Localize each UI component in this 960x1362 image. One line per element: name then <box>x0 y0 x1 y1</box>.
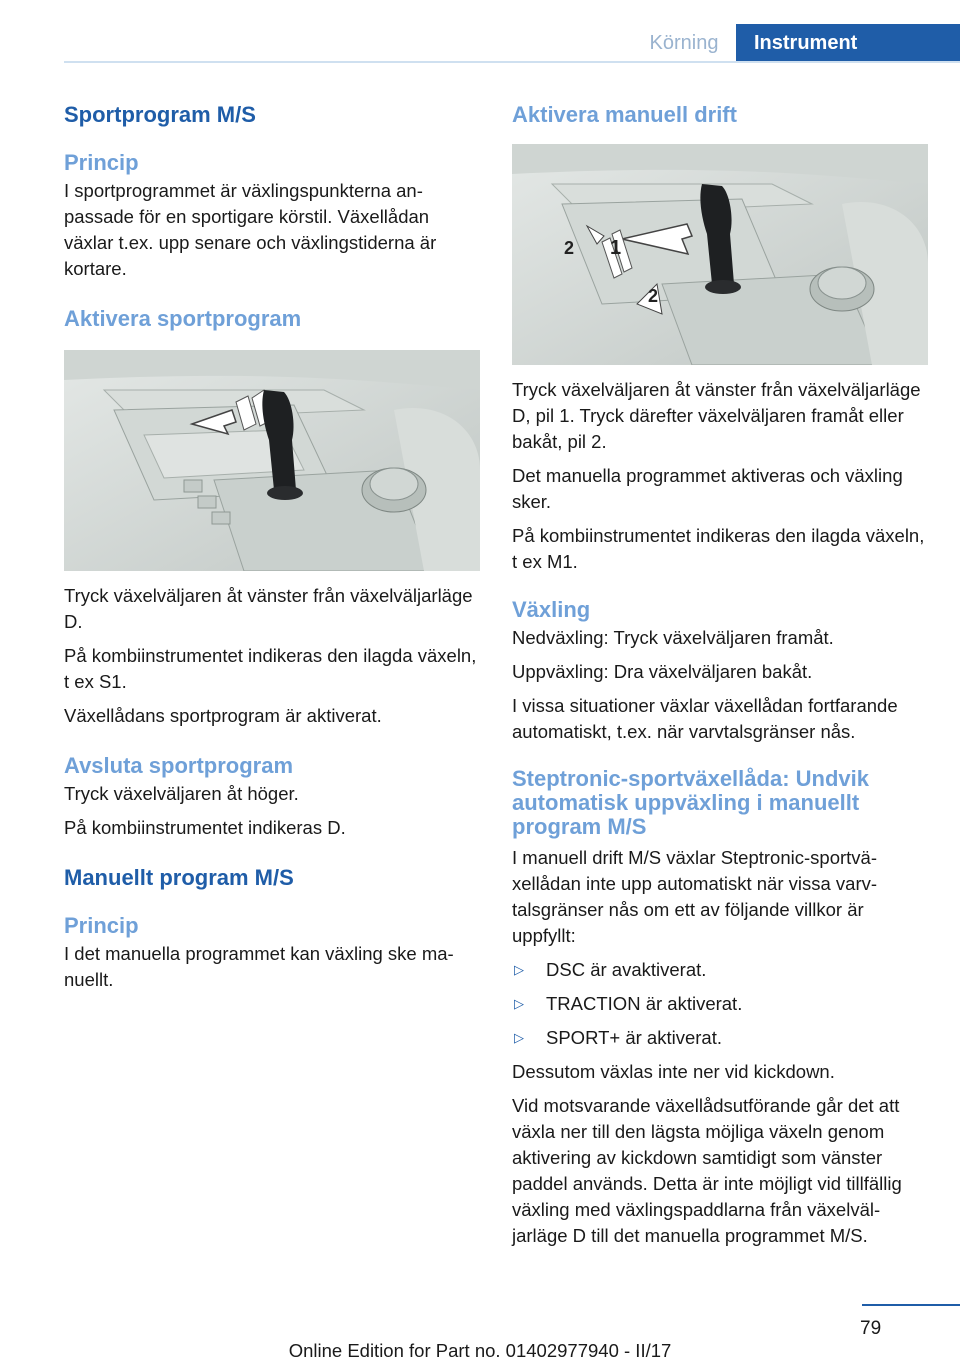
text-sport-1: Tryck växelväljaren åt vänster från växelväljarläge D. <box>64 585 473 632</box>
heading-sportprogram: Sportprogram M/S <box>64 102 256 127</box>
heading-vaxling: Växling <box>512 597 591 622</box>
condition-list <box>512 957 928 1051</box>
page-number: 79 <box>860 1318 882 1339</box>
text-princip-1: I sportprogrammet är växlingspunkterna anpassade för en sportigare körstil. Växellådan växlar t.ex. upp senare och växlingstiderna är kortare. <box>64 180 437 279</box>
triangle-bullet-icon: ▷ <box>514 1030 524 1045</box>
text-manuell-2: Det manuella programmet aktiveras och växling sker. <box>512 465 903 512</box>
list-item-text: TRACTION är aktiverat. <box>546 993 743 1014</box>
illustration-gear-selector-manual <box>512 144 928 365</box>
list-item-text: DSC är avaktiverat. <box>546 959 707 980</box>
text-steptronic-3: Vid motsvarande växellådsutförande går det att växla ner till den lägsta möjliga växeln genom aktivering av kickdown samtidigt som vänster paddel används. Detta är inte möjligt vid tillfällig växling med växlingspaddlarna från växelväljarläge D till det manuella programmet M/S. <box>512 1095 902 1246</box>
text-avsluta-1: Tryck växelväljaren åt höger. <box>64 783 299 804</box>
text-sport-2: På kombiinstrumentet indikeras den ilagda växeln, t ex S1. <box>64 645 477 692</box>
triangle-bullet-icon: ▷ <box>514 996 524 1011</box>
text-steptronic-2: Dessutom växlas inte ner vid kickdown. <box>512 1061 835 1082</box>
left-column <box>64 100 480 993</box>
text-vaxling-2: Uppväxling: Dra växelväljaren bakåt. <box>512 661 813 682</box>
arrow-label-2-upper: 2 <box>564 238 575 258</box>
text-princip-2: I det manuella programmet kan växling ske manuellt. <box>64 943 454 990</box>
heading-aktivera-sportprogram: Aktivera sportprogram <box>64 306 302 331</box>
arrow-label-2-lower: 2 <box>648 286 659 306</box>
header-tab-instrument: Instrument <box>736 24 960 62</box>
right-column <box>512 100 928 1249</box>
heading-aktivera-manuell-drift: Aktivera manuell drift <box>512 102 737 127</box>
text-vaxling-3: I vissa situationer växlar växellådan fortfarande automatiskt, t.ex. när varvtalsgränser nås. <box>512 695 898 742</box>
footer-edition: Online Edition for Part no. 01402977940 - II/17 <box>288 1340 672 1361</box>
text-steptronic-1: I manuell drift M/S växlar Steptronic-sportväxellådan inte upp automatiskt när vissa varvtalsgränser nås om ett av följande villkor är uppfyllt: <box>512 847 878 946</box>
list-item <box>512 991 928 1017</box>
text-vaxling-1: Nedväxling: Tryck växelväljaren framåt. <box>512 627 834 648</box>
header-tab-korning: Körning <box>649 32 719 54</box>
arrow-label-1: 1 <box>610 237 622 259</box>
heading-manuellt-program: Manuellt program M/S <box>64 865 294 890</box>
text-sport-3: Växellådans sportprogram är aktiverat. <box>64 705 382 726</box>
heading-princip-2: Princip <box>64 913 139 938</box>
triangle-bullet-icon: ▷ <box>514 962 524 977</box>
heading-avsluta-sportprogram: Avsluta sportprogram <box>64 753 294 778</box>
heading-princip-1: Princip <box>64 150 139 175</box>
list-item-text: SPORT+ är aktiverat. <box>546 1027 722 1048</box>
list-item <box>512 1025 928 1051</box>
text-avsluta-2: På kombiinstrumentet indikeras D. <box>64 817 346 838</box>
list-item <box>512 957 928 983</box>
text-manuell-1: Tryck växelväljaren åt vänster från växelväljarläge D, pil 1. Tryck därefter växelväljaren framåt eller bakåt, pil 2. <box>512 379 921 452</box>
heading-steptronic: Steptronic-sportväxellåda: Undvik automatisk uppväxling i manuellt program M/S <box>512 766 869 839</box>
header-rule <box>64 61 960 63</box>
illustration-gear-selector-sport <box>64 350 480 571</box>
footer-rule <box>862 1304 960 1306</box>
text-manuell-3: På kombiinstrumentet indikeras den ilagda växeln, t ex M1. <box>512 525 925 572</box>
